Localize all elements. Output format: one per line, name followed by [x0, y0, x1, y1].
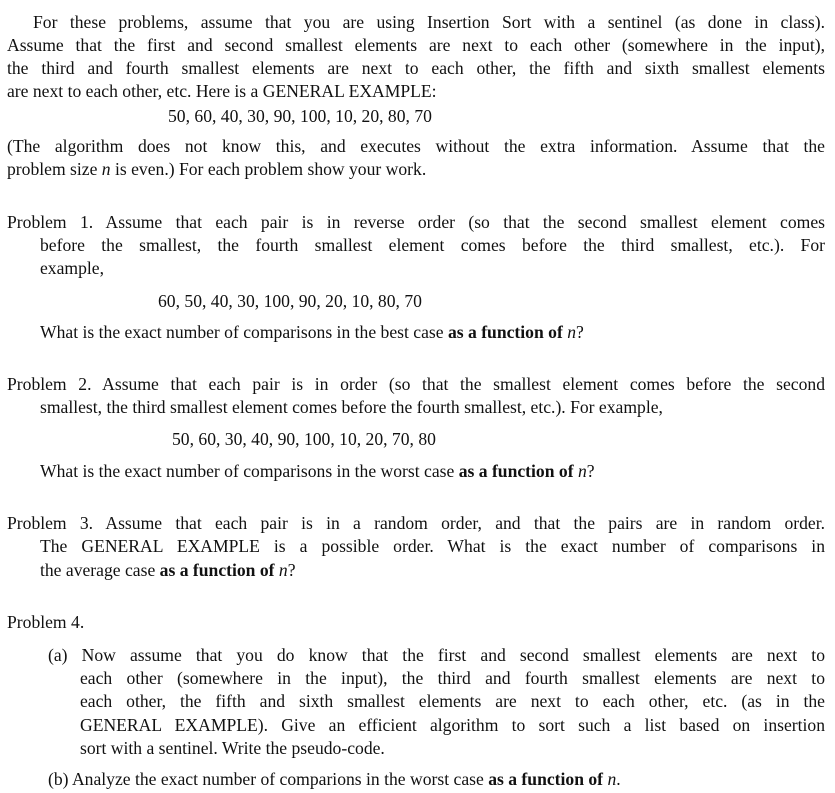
text-line: [40, 234, 825, 256]
text-segment: .: [616, 769, 621, 789]
text-segment: sort with a sentinel. Write the pseudo-code.: [80, 738, 385, 758]
bold-text: as a function of: [447, 322, 563, 342]
text-line: [7, 158, 426, 180]
text-line: [7, 373, 825, 395]
text-segment: each other, the fifth and sixth smallest elements are next to each other, etc. (as in the: [80, 691, 825, 711]
math-variable: n: [101, 159, 111, 179]
text-segment: For these problems, assume that you are using Insertion Sort with a sentinel (as done in class).: [33, 12, 825, 32]
text-segment: Problem 4.: [7, 612, 85, 632]
text-line: [7, 611, 84, 633]
math-variable: n: [577, 461, 587, 481]
text-line: [40, 535, 825, 557]
bold-text: as a function of: [458, 461, 574, 481]
text-line: [33, 11, 825, 33]
text-segment: Assume that the first and second smallest elements are next to each other (somewhere in the input),: [7, 35, 825, 55]
text-line: [168, 105, 432, 127]
text-segment: Problem 3. Assume that each pair is in a random order, and that the pairs are in random order.: [7, 513, 825, 533]
text-segment: (b) Analyze the exact number of comparions in the worst case: [48, 769, 489, 789]
text-segment: is even.) For each problem show your work.: [110, 159, 427, 179]
text-line: [7, 512, 825, 534]
text-line: [80, 714, 825, 736]
text-line: [172, 428, 436, 450]
text-line: [7, 211, 825, 233]
text-line: [80, 690, 825, 712]
text-segment: Problem 2. Assume that each pair is in order (so that the smallest element comes before the second: [7, 374, 825, 394]
text-line: [7, 34, 825, 56]
text-segment: the third and fourth smallest elements are next to each other, the fifth and sixth smallest elements: [7, 58, 825, 78]
text-line: [80, 737, 385, 759]
text-segment: before the smallest, the fourth smallest element comes before the third smallest, etc.). For: [40, 235, 825, 255]
text-segment: Problem 1. Assume that each pair is in reverse order (so that the second smallest element comes: [7, 212, 825, 232]
text-segment: 60, 50, 40, 30, 100, 90, 20, 10, 80, 70: [158, 291, 422, 311]
math-variable: n: [567, 322, 577, 342]
text-segment: ?: [287, 560, 296, 580]
text-segment: (The algorithm does not know this, and executes without the extra information. Assume that the: [7, 136, 825, 156]
text-line: [40, 396, 663, 418]
text-segment: (a) Now assume that you do know that the first and second smallest elements are next to: [48, 645, 825, 665]
text-line: [7, 135, 825, 157]
bold-text: as a function of: [488, 769, 604, 789]
text-line: [7, 57, 825, 79]
text-line: [40, 321, 584, 343]
text-line: [158, 290, 422, 312]
math-variable: n: [607, 769, 617, 789]
text-segment: example,: [40, 258, 104, 278]
text-segment: 50, 60, 30, 40, 90, 100, 10, 20, 70, 80: [172, 429, 436, 449]
text-line: [48, 644, 825, 666]
text-segment: are next to each other, etc. Here is a GENERAL EXAMPLE:: [7, 81, 437, 101]
text-segment: problem size: [7, 159, 102, 179]
text-line: [40, 559, 296, 581]
math-variable: n: [278, 560, 288, 580]
text-segment: the average case: [40, 560, 160, 580]
text-segment: smallest, the third smallest element comes before the fourth smallest, etc.). For example,: [40, 397, 663, 417]
text-segment: ?: [576, 322, 584, 342]
text-line: [40, 460, 595, 482]
bold-text: as a function of: [159, 560, 275, 580]
text-segment: ?: [586, 461, 595, 481]
text-segment: What is the exact number of comparisons in the worst case: [40, 461, 459, 481]
text-segment: What is the exact number of comparisons in the best case: [40, 322, 448, 342]
text-line: [48, 768, 621, 790]
text-line: [40, 257, 104, 279]
text-segment: 50, 60, 40, 30, 90, 100, 10, 20, 80, 70: [168, 106, 432, 126]
text-segment: GENERAL EXAMPLE). Give an efficient algorithm to sort such a list based on insertion: [80, 715, 825, 735]
text-line: [80, 667, 825, 689]
text-segment: The GENERAL EXAMPLE is a possible order. What is the exact number of comparisons in: [40, 536, 825, 556]
text-line: [7, 80, 437, 102]
text-segment: each other (somewhere in the input), the third and fourth smallest elements are next to: [80, 668, 825, 688]
